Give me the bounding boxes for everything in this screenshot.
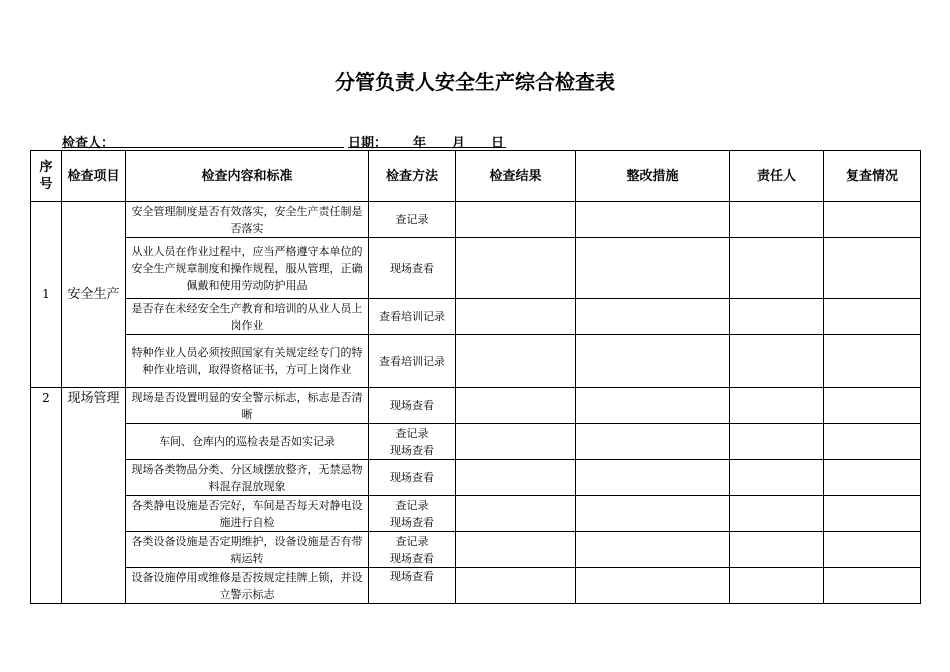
result-cell[interactable] (456, 568, 576, 604)
responsible-cell[interactable] (730, 460, 824, 496)
recheck-cell[interactable] (824, 568, 921, 604)
table-row (31, 568, 921, 604)
inspector-field[interactable] (62, 147, 344, 148)
measures-cell[interactable] (576, 335, 730, 388)
measures-cell[interactable] (576, 299, 730, 335)
table-row (31, 299, 921, 335)
check-method: 查看培训记录 (369, 335, 456, 388)
table-row (31, 202, 921, 238)
result-cell[interactable] (456, 299, 576, 335)
check-content: 各类静电设施是否完好，车间是否每天对静电设施进行自检 (126, 496, 369, 532)
inspector-label: 检查人： (62, 136, 115, 151)
table-row (31, 238, 921, 299)
header-no: 序号 (31, 151, 62, 202)
recheck-cell[interactable] (824, 335, 921, 388)
table-row (31, 388, 921, 424)
responsible-cell[interactable] (730, 238, 824, 299)
date-label: 日期： (348, 136, 388, 151)
responsible-cell[interactable] (730, 299, 824, 335)
responsible-cell[interactable] (730, 202, 824, 238)
recheck-cell[interactable] (824, 460, 921, 496)
table-row (31, 460, 921, 496)
table-row (31, 424, 921, 460)
recheck-cell[interactable] (824, 388, 921, 424)
table-header-row (31, 151, 921, 202)
inspection-table (30, 150, 921, 604)
header-responsible: 责任人 (730, 151, 824, 202)
responsible-cell[interactable] (730, 335, 824, 388)
check-method: 查记录 现场查看 (369, 532, 456, 568)
check-content: 安全管理制度是否有效落实，安全生产责任制是否落实 (126, 202, 369, 238)
check-content: 现场是否设置明显的安全警示标志，标志是否清晰 (126, 388, 369, 424)
header-result: 检查结果 (456, 151, 576, 202)
header-category: 检查项目 (62, 151, 126, 202)
date-year-label: 年 (413, 136, 427, 151)
header-recheck: 复查情况 (824, 151, 921, 202)
section-number: 2 (31, 388, 62, 604)
date-day-label: 日 (491, 136, 505, 151)
result-cell[interactable] (456, 496, 576, 532)
check-content: 特种作业人员必须按照国家有关规定经专门的特种作业培训，取得资格证书，方可上岗作业 (126, 335, 369, 388)
check-content: 是否存在未经安全生产教育和培训的从业人员上岗作业 (126, 299, 369, 335)
measures-cell[interactable] (576, 496, 730, 532)
table-row (31, 335, 921, 388)
measures-cell[interactable] (576, 424, 730, 460)
check-content: 车间、仓库内的巡检表是否如实记录 (126, 424, 369, 460)
recheck-cell[interactable] (824, 299, 921, 335)
date-field[interactable] (348, 147, 506, 148)
table-row (31, 496, 921, 532)
recheck-cell[interactable] (824, 238, 921, 299)
responsible-cell[interactable] (730, 388, 824, 424)
header-measures: 整改措施 (576, 151, 730, 202)
check-method: 查记录 现场查看 (369, 424, 456, 460)
check-method: 现场查看 (369, 460, 456, 496)
responsible-cell[interactable] (730, 424, 824, 460)
measures-cell[interactable] (576, 460, 730, 496)
check-method: 现场查看 (369, 238, 456, 299)
result-cell[interactable] (456, 238, 576, 299)
recheck-cell[interactable] (824, 202, 921, 238)
check-method: 现场查看 (369, 388, 456, 424)
date-month-label: 月 (452, 136, 466, 151)
header-content: 检查内容和标准 (126, 151, 369, 202)
result-cell[interactable] (456, 388, 576, 424)
check-method: 查记录 (369, 202, 456, 238)
section-category: 安全生产 (62, 202, 126, 388)
result-cell[interactable] (456, 335, 576, 388)
result-cell[interactable] (456, 532, 576, 568)
check-content: 现场各类物品分类、分区域摆放整齐，无禁忌物料混存混放现象 (126, 460, 369, 496)
result-cell[interactable] (456, 460, 576, 496)
responsible-cell[interactable] (730, 532, 824, 568)
check-method: 查看培训记录 (369, 299, 456, 335)
check-content: 设备设施停用或维修是否按规定挂牌上锁，并设立警示标志 (126, 568, 369, 604)
check-method: 现场查看 (369, 568, 456, 604)
check-content: 各类设备设施是否定期维护，设备设施是否有带病运转 (126, 532, 369, 568)
measures-cell[interactable] (576, 532, 730, 568)
recheck-cell[interactable] (824, 424, 921, 460)
section-category: 现场管理 (62, 388, 126, 604)
measures-cell[interactable] (576, 202, 730, 238)
responsible-cell[interactable] (730, 496, 824, 532)
responsible-cell[interactable] (730, 568, 824, 604)
result-cell[interactable] (456, 202, 576, 238)
recheck-cell[interactable] (824, 532, 921, 568)
measures-cell[interactable] (576, 568, 730, 604)
table-row (31, 532, 921, 568)
header-method: 检查方法 (369, 151, 456, 202)
measures-cell[interactable] (576, 238, 730, 299)
check-content: 从业人员在作业过程中，应当严格遵守本单位的安全生产规章制度和操作规程，服从管理，正确佩戴和使用劳动防护用品 (126, 238, 369, 299)
section-number: 1 (31, 202, 62, 388)
result-cell[interactable] (456, 424, 576, 460)
page-title: 分管负责人安全生产综合检查表 (335, 70, 615, 94)
measures-cell[interactable] (576, 388, 730, 424)
check-method: 查记录 现场查看 (369, 496, 456, 532)
recheck-cell[interactable] (824, 496, 921, 532)
